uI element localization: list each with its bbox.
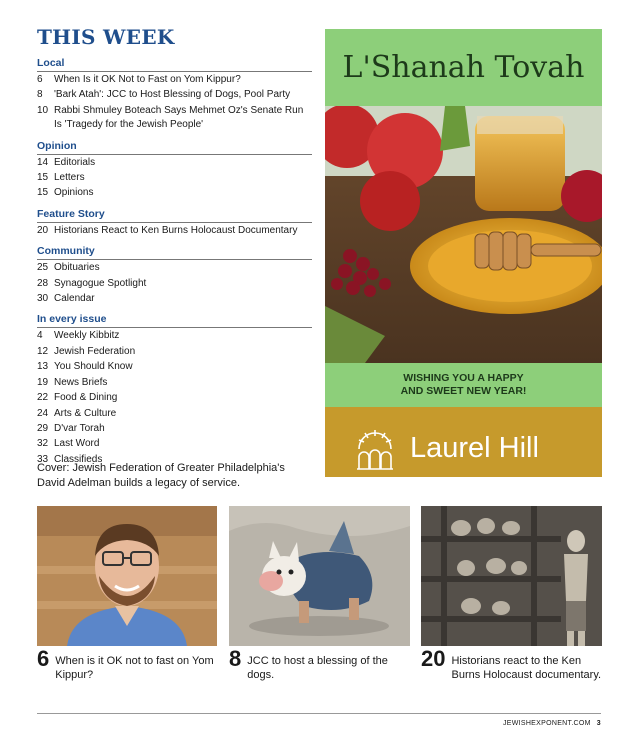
entry-title: Last Word — [54, 438, 100, 450]
ad-wish-line2: AND SWEET NEW YEAR! — [400, 385, 527, 397]
honey-apples-illustration — [325, 106, 602, 363]
ad-brand-name: Laurel Hill — [410, 432, 539, 464]
entry-page: 20 — [37, 224, 49, 236]
photo-dog[interactable] — [229, 506, 410, 646]
ad-wish-line1: WISHING YOU A HAPPY — [403, 372, 524, 384]
entry-page: 33 — [37, 453, 49, 465]
entry-page: 30 — [37, 293, 49, 305]
entry-page: 19 — [37, 376, 49, 388]
photo-holocaust[interactable] — [421, 506, 602, 646]
footer-site[interactable]: JEWISHEXPONENT.COM — [502, 720, 591, 727]
footer-page-number: 3 — [596, 720, 601, 727]
toc-entry[interactable] — [37, 186, 312, 200]
caption-page-number: 6 — [37, 646, 50, 671]
toc-entry[interactable] — [37, 224, 312, 238]
entry-title: Jewish Federation — [54, 345, 136, 357]
entry-title: Editorials — [54, 156, 96, 168]
section-heading-feature: Feature Story — [37, 208, 312, 223]
entry-page: 6 — [37, 74, 43, 85]
caption-text: When is it OK not to fast on Yom Kippur? — [55, 655, 214, 681]
entry-page: 32 — [37, 438, 49, 450]
table-of-contents — [37, 57, 312, 467]
toc-entry[interactable] — [37, 407, 312, 421]
entry-page: 25 — [37, 262, 49, 274]
entry-page: 22 — [37, 392, 49, 404]
portrait-illustration — [37, 506, 217, 646]
entry-title: News Briefs — [54, 376, 108, 388]
entry-title: Obituaries — [54, 262, 100, 274]
toc-entry[interactable] — [37, 391, 312, 405]
footer — [503, 720, 601, 727]
entry-title: Historians React to Ken Burns Holocaust Documentary — [54, 224, 298, 236]
section-heading-community: Community — [37, 245, 312, 260]
entry-title: Food & Dining — [54, 392, 118, 404]
entry-page: 15 — [37, 187, 49, 199]
toc-entry[interactable] — [37, 88, 312, 102]
toc-entry[interactable] — [37, 437, 312, 451]
toc-entry[interactable] — [37, 360, 312, 374]
entry-title: Calendar — [54, 293, 95, 305]
entry-title: Weekly Kibbitz — [54, 330, 120, 342]
caption-page-number: 8 — [229, 646, 242, 671]
toc-entry[interactable] — [37, 292, 312, 306]
entry-title: Opinions — [54, 187, 94, 199]
toc-entry[interactable] — [37, 171, 312, 185]
entry-title: Arts & Culture — [54, 407, 117, 419]
toc-entry[interactable] — [37, 104, 312, 133]
entry-title: Rabbi Shmuley Boteach Says Mehmet Oz's Senate Run Is 'Tragedy for the Jewish People' — [54, 104, 304, 131]
archival-photo-illustration — [421, 506, 602, 646]
toc-entry[interactable] — [37, 376, 312, 390]
section-heading-local: Local — [37, 57, 312, 72]
ad-wish — [325, 363, 602, 407]
honey-apples-photo — [325, 106, 602, 363]
entry-page: 13 — [37, 361, 49, 373]
ad-brand-panel — [325, 407, 602, 494]
entry-page: 14 — [37, 156, 49, 168]
entry-title: Letters — [54, 172, 85, 184]
entry-title: D'var Torah — [54, 422, 105, 434]
caption-3[interactable] — [421, 648, 602, 682]
photo-portrait[interactable] — [37, 506, 217, 646]
entry-page: 12 — [37, 345, 49, 357]
caption-1[interactable] — [37, 648, 217, 682]
entry-page: 8 — [37, 89, 43, 101]
toc-entry[interactable] — [37, 73, 312, 87]
toc-entry[interactable] — [37, 277, 312, 291]
toc-entry[interactable] — [37, 345, 312, 359]
footer-divider — [37, 713, 601, 714]
toc-entry[interactable] — [37, 156, 312, 170]
entry-page: 29 — [37, 422, 49, 434]
caption-text: JCC to host a blessing of the dogs. — [247, 655, 388, 681]
section-heading-every-issue: In every issue — [37, 313, 312, 328]
toc-entry[interactable] — [37, 422, 312, 436]
caption-2[interactable] — [229, 648, 410, 682]
entry-page: 15 — [37, 172, 49, 184]
ad-headline: L'Shanah Tovah — [342, 50, 585, 85]
caption-page-number: 20 — [421, 646, 446, 671]
entry-title: When Is it OK Not to Fast on Yom Kippur? — [54, 74, 241, 85]
toc-entry[interactable] — [37, 329, 312, 343]
section-heading-opinion: Opinion — [37, 140, 312, 155]
entry-title: You Should Know — [54, 361, 133, 373]
page-title: THIS WEEK — [37, 25, 175, 49]
dog-illustration — [229, 506, 410, 646]
cover-description: Cover: Jewish Federation of Greater Philadelphia's David Adelman builds a legacy of service. — [37, 462, 285, 489]
ad-headline-banner — [325, 29, 602, 106]
ad-contact[interactable]: laurelhillphl.com | 610.668.9900 — [411, 487, 516, 494]
entry-title: Synagogue Spotlight — [54, 277, 147, 289]
entry-page: 4 — [37, 330, 43, 342]
advertisement[interactable] — [325, 29, 602, 494]
entry-title: Classifieds — [54, 453, 103, 465]
entry-page: 24 — [37, 407, 49, 419]
entry-title: 'Bark Atah': JCC to Host Blessing of Dogs, Pool Party — [54, 89, 291, 101]
entry-page: 28 — [37, 277, 49, 289]
toc-entry[interactable] — [37, 261, 312, 275]
caption-text: Historians react to the Ken Burns Holocaust documentary. — [451, 655, 602, 681]
entry-page: 10 — [37, 104, 49, 116]
laurel-hill-logo-icon — [355, 427, 395, 471]
